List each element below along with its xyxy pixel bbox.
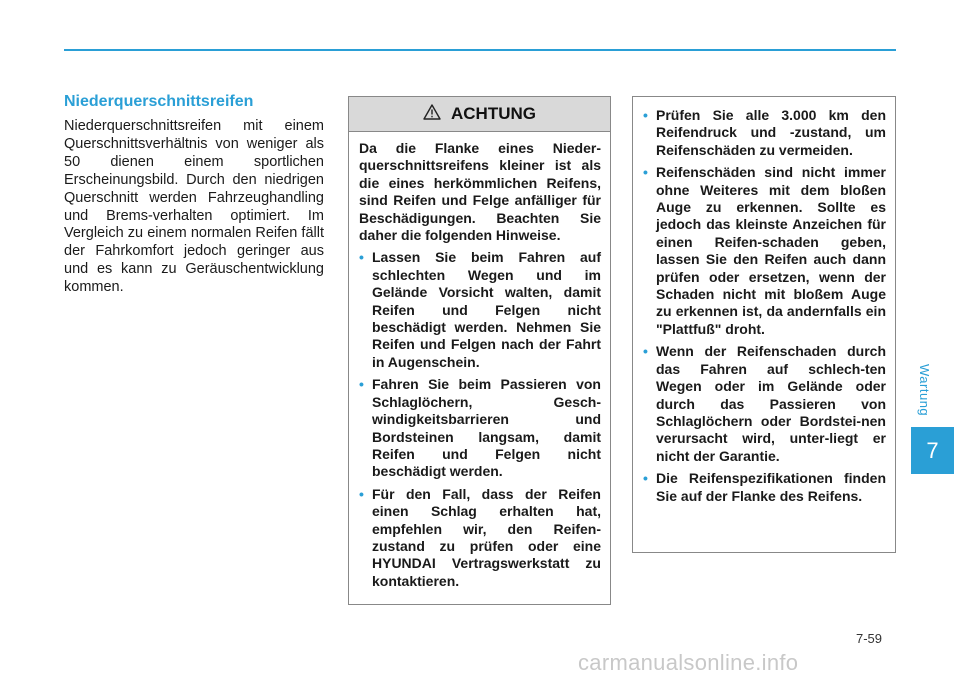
- notes-bullet: • Wenn der Reifenschaden durch das Fahren auf schlech-ten Wegen oder im Gelände oder durch das Passieren von Schlaglöchern oder Bordstei-nen verursacht wird, unter-liegt er nicht der Garantie.: [643, 343, 886, 464]
- bullet-dot-icon: •: [643, 107, 648, 123]
- bullet-dot-icon: •: [643, 164, 648, 181]
- bullet-dot-icon: •: [643, 470, 648, 487]
- notes-body: [633, 97, 895, 505]
- bullet-dot-icon: •: [359, 485, 364, 502]
- caution-header-label: ACHTUNG: [451, 104, 536, 123]
- chapter-side-label: Wartung: [917, 364, 932, 417]
- page-number: 7-59: [856, 631, 883, 646]
- notes-bullet: • Reifenschäden sind nicht immer ohne Weiteres mit dem bloßen Auge zu erkennen. Sollte es jedoch das kleinste Anzeichen für einen Reifen-schaden geben, lassen Sie den Reifen auch dann prüfen oder ersetzen, wenn der Schaden nicht mit bloßem Auge zu erkennen ist, da andernfalls ein "Plattfuß" droht.: [643, 164, 886, 337]
- caution-box: [348, 96, 611, 605]
- notes-bullet-list: [643, 107, 886, 505]
- chapter-tab[interactable]: 7: [911, 427, 954, 474]
- bullet-dot-icon: •: [359, 249, 364, 266]
- caution-body: [349, 132, 610, 590]
- caution-header: [349, 97, 610, 132]
- watermark: carmanualsonline.info: [578, 650, 799, 675]
- notes-bullet: • Prüfen Sie alle 3.000 km den Reifendruck und -zustand, um Reifenschäden zu vermeiden.: [643, 107, 886, 158]
- top-rule: [64, 49, 896, 51]
- intro-paragraph: Niederquerschnittsreifen mit einem Querschnittsverhältnis von weniger als 50 dienen einem sportlichen Erscheinungsbild. Durch den niedrigen Querschnitt werden Fahrzeughandling und Brems-verhalten optimiert. Im Vergleich zu einem normalen Reifen fällt der Fahrkomfort jedoch geringer aus und es kann zu Geräuschentwicklung kommen.: [64, 118, 324, 296]
- warning-triangle-icon: [423, 104, 441, 125]
- bullet-dot-icon: •: [643, 343, 648, 360]
- caution-bullet: • Für den Fall, dass der Reifen einen Schlag erhalten hat, empfehlen wir, den Reifen-zustand zu prüfen oder eine HYUNDAI Vertragswerkstatt zu kontaktieren.: [359, 485, 601, 589]
- section-title: Niederquerschnittsreifen: [64, 93, 254, 110]
- bullet-dot-icon: •: [359, 376, 364, 393]
- caution-bullet: • Fahren Sie beim Passieren von Schlaglöchern, Gesch-windigkeitsbarrieren und Bordsteinen langsam, damit Reifen und Felgen nicht beschädigt werden.: [359, 376, 601, 480]
- notes-box: [632, 96, 896, 553]
- caution-bullet-list: [359, 249, 601, 590]
- caution-lead: Da die Flanke eines Nieder-querschnittsreifens kleiner ist als die eines herkömmlichen Reifens, sind Reifen und Felge anfälliger für Beschädigungen. Beachten Sie daher die folgenden Hinweise.: [359, 140, 601, 244]
- notes-bullet: • Die Reifenspezifikationen finden Sie auf der Flanke des Reifens.: [643, 470, 886, 504]
- caution-bullet: • Lassen Sie beim Fahren auf schlechten Wegen und im Gelände Vorsicht walten, damit Reifen und Felgen nicht beschädigt werden. Nehmen Sie Reifen und Felgen nach der Fahrt in Augenschein.: [359, 249, 601, 370]
